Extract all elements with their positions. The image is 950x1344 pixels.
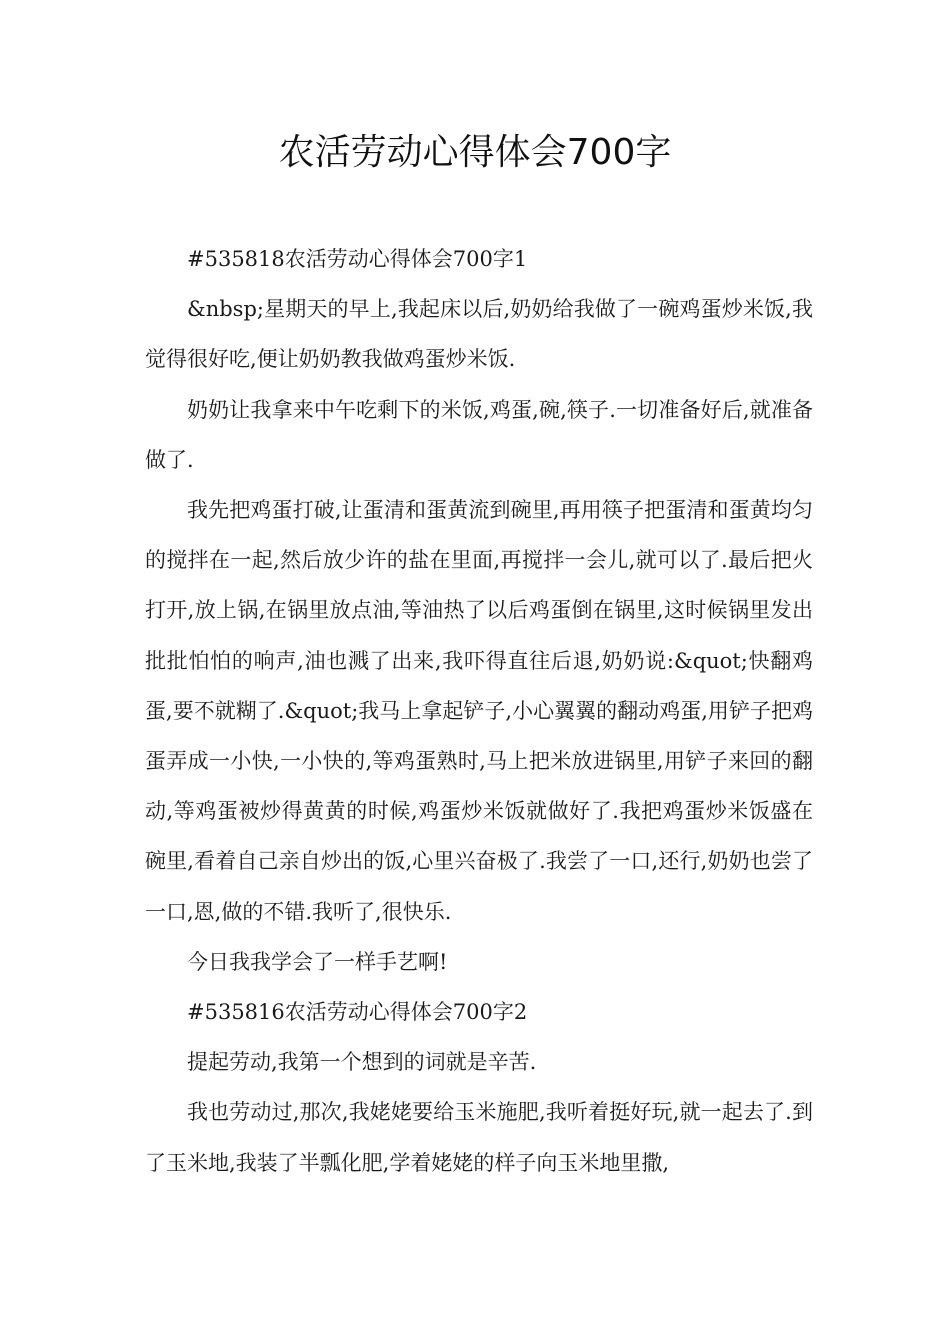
- paragraph-6: #535816农活劳动心得体会700字2: [187, 1000, 528, 1025]
- document-body: [145, 234, 813, 1188]
- paragraph-2: &nbsp;星期天的早上,我起床以后,奶奶给我做了一碗鸡蛋炒米饭,我觉得很好吃,便让奶奶教我做鸡蛋炒米饭.: [145, 297, 813, 372]
- paragraph-4: 我先把鸡蛋打破,让蛋清和蛋黄流到碗里,再用筷子把蛋清和蛋黄均匀的搅拌在一起,然后放少许的盐在里面,再搅拌一会儿,就可以了.最后把火打开,放上锅,在锅里放点油,等油热了以后鸡蛋倒在锅里,这时候锅里发出批批怕怕的响声,油也溅了出来,我吓得直往后退,奶奶说:&quot;快翻鸡蛋,要不就糊了.&quot;我马上拿起铲子,小心翼翼的翻动鸡蛋,用铲子把鸡蛋弄成一小快,一小快的,等鸡蛋熟时,马上把米放进锅里,用铲子来回的翻动,等鸡蛋被炒得黄黄的时候,鸡蛋炒米饭就做好了.我把鸡蛋炒米饭盛在碗里,看着自己亲自炒出的饭,心里兴奋极了.我尝了一口,还行,奶奶也尝了一口,恩,做的不错.我听了,很快乐.: [145, 498, 813, 924]
- paragraph-7: 提起劳动,我第一个想到的词就是辛苦.: [187, 1050, 537, 1075]
- paragraph-1: #535818农活劳动心得体会700字1: [187, 247, 528, 271]
- document-title: 农活劳动心得体会700字: [278, 132, 672, 173]
- paragraph-3: 奶奶让我拿来中午吃剩下的米饭,鸡蛋,碗,筷子.一切准备好后,就准备做了.: [145, 397, 813, 472]
- paragraph-8: 我也劳动过,那次,我姥姥要给玉米施肥,我听着挺好玩,就一起去了.到了玉米地,我装了半瓢化肥,学着姥姥的样子向玉米地里撒,: [145, 1100, 813, 1175]
- paragraph-5: 今日我我学会了一样手艺啊!: [187, 949, 448, 974]
